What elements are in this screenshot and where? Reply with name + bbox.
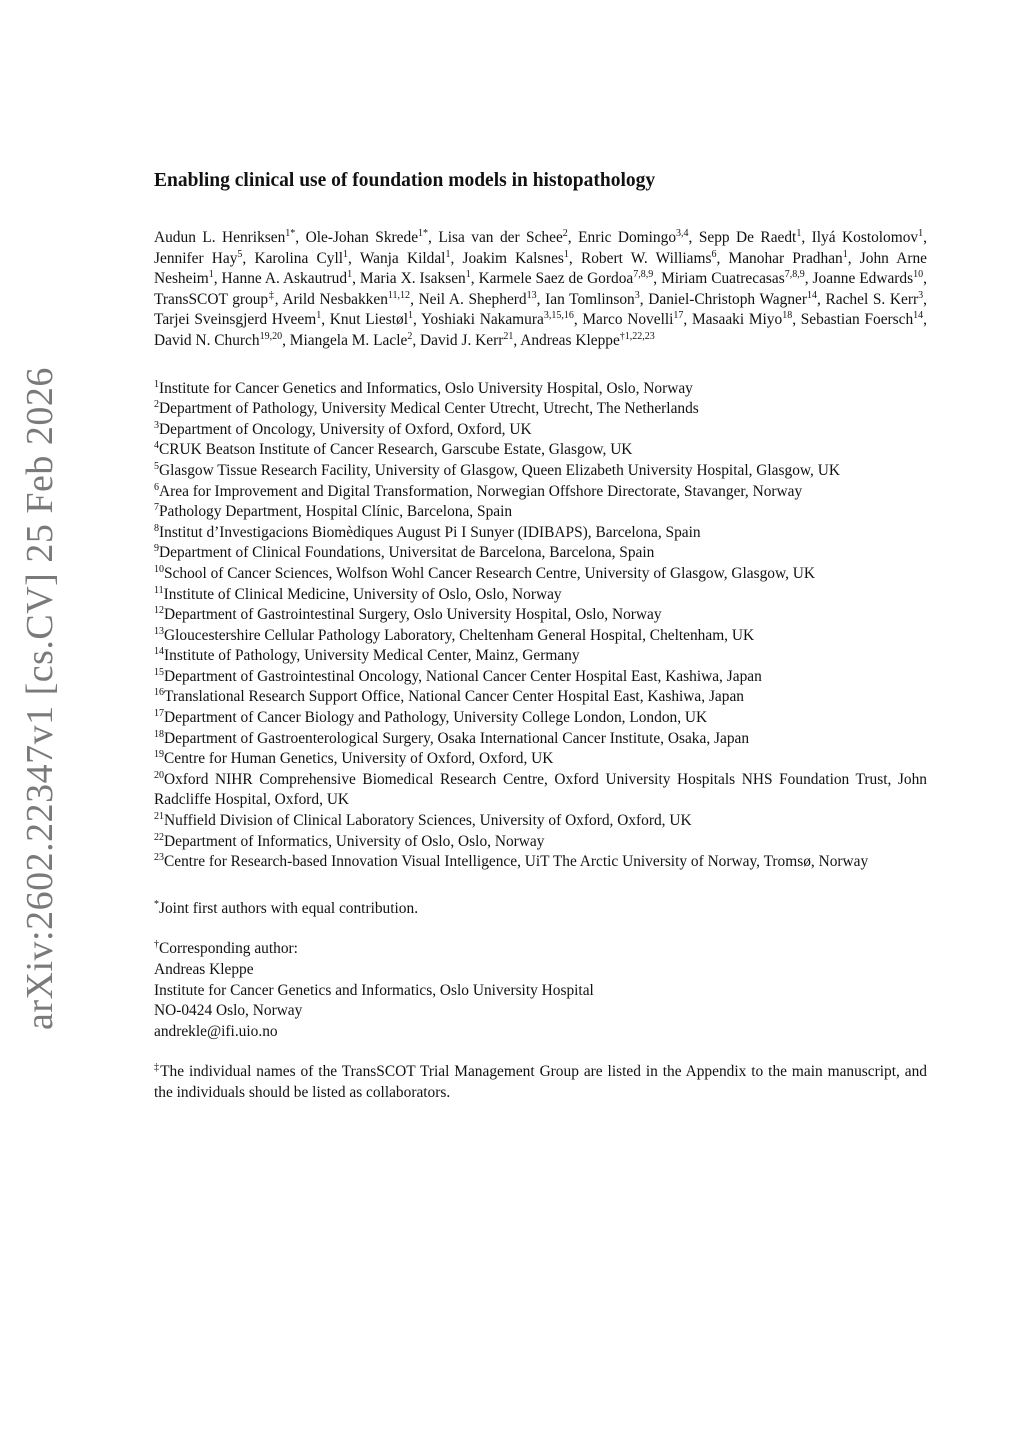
author-affiliation-marks: 1 — [918, 227, 924, 239]
author-name: Enric Domingo — [578, 229, 677, 246]
affiliation-text: Department of Gastrointestinal Surgery, Oslo University Hospital, Oslo, Norway — [164, 606, 662, 624]
author-affiliation-marks: 14 — [806, 289, 817, 301]
affiliation — [154, 852, 927, 873]
affiliation-number: 2 — [154, 399, 159, 411]
author-name: Sebastian Foersch — [800, 311, 914, 329]
arxiv-identifier-stamp: arXiv:2602.22347v1 [cs.CV] 25 Feb 2026 — [19, 367, 61, 1030]
affiliation-text: Nuffield Division of Clinical Laboratory Sciences, University of Oxford, Oxford, UK — [164, 812, 692, 830]
affiliation-text: Department of Clinical Foundations, Universitat de Barcelona, Barcelona, Spain — [159, 544, 655, 562]
author — [420, 332, 513, 349]
author-affiliation-marks: 1* — [418, 227, 429, 239]
author-name: Ilyá Kostolomov — [811, 229, 919, 246]
author-affiliation-marks: 1 — [796, 227, 802, 239]
author-name: Maria X. Isaksen — [359, 270, 466, 288]
corresponding-institution: Institute for Cancer Genetics and Informatics, Oslo University Hospital — [154, 981, 594, 999]
author-name: TransSCOT group — [154, 290, 269, 308]
author — [360, 250, 451, 267]
affiliation — [154, 729, 927, 750]
author — [154, 311, 321, 328]
affiliation — [154, 585, 927, 606]
paper-title: Enabling clinical use of foundation models in histopathology — [154, 170, 656, 191]
affiliation-number: 9 — [154, 543, 159, 555]
author-affiliation-marks: 2 — [562, 227, 568, 239]
affiliation — [154, 564, 927, 585]
affiliation-number: 16 — [154, 687, 164, 699]
affiliation-number: 11 — [154, 584, 164, 596]
author-name: David N. Church — [154, 331, 260, 349]
author-affiliation-marks: 11,12 — [387, 289, 411, 301]
affiliation-number: 6 — [154, 481, 159, 493]
affiliation — [154, 543, 927, 564]
author — [222, 270, 353, 287]
affiliation-number: 5 — [154, 460, 159, 472]
affiliation-text: Department of Cancer Biology and Pathology, University College London, London, UK — [164, 709, 708, 727]
affiliation-number: 8 — [154, 522, 159, 534]
affiliation-number: 18 — [154, 728, 164, 740]
affiliation-text: Oxford NIHR Comprehensive Biomedical Research Centre, Oxford University Hospitals NHS Foundation Trust, John Radcliffe Hospital, Oxford, UK — [154, 770, 927, 809]
affiliation — [154, 440, 927, 461]
affiliation — [154, 605, 927, 626]
corresponding-label: Corresponding author: — [159, 940, 298, 958]
author-affiliation-marks: 10 — [913, 269, 924, 281]
author — [648, 291, 817, 308]
affiliation-number: 15 — [154, 666, 164, 678]
paper-front-page — [154, 170, 927, 1124]
author-affiliation-marks: ‡ — [268, 289, 275, 301]
affiliation-text: Translational Research Support Office, National Cancer Center Hospital East, Kashiwa, Japan — [164, 688, 744, 706]
author-name: Hanne A. Askautrud — [221, 270, 348, 288]
author-name: Masaaki Miyo — [691, 311, 783, 329]
author-name: David J. Kerr — [420, 331, 504, 349]
author-affiliation-marks: 1 — [343, 248, 349, 260]
author — [154, 291, 275, 308]
author — [306, 229, 428, 246]
author-name: John Arne Nesheim — [154, 249, 927, 288]
affiliation-number: 3 — [154, 419, 159, 431]
author-name: Knut Liestøl — [329, 311, 408, 329]
note-mark: † — [154, 939, 159, 951]
affiliation-number: 13 — [154, 625, 164, 637]
affiliation — [154, 482, 927, 503]
author-affiliation-marks: 1 — [316, 310, 322, 322]
author-name: Ole-Johan Skrede — [305, 229, 419, 246]
affiliation-number: 17 — [154, 707, 164, 719]
affiliation-text: CRUK Beatson Institute of Cancer Research, Garscube Estate, Glasgow, UK — [159, 441, 633, 459]
affiliation-text: Institut d’Investigacions Biomèdiques August Pi I Sunyer (IDIBAPS), Barcelona, Spain — [159, 523, 701, 541]
author — [419, 291, 537, 308]
author-affiliation-marks: 1 — [208, 269, 214, 281]
transscot-group-note — [154, 1062, 927, 1103]
affiliation-text: Department of Oncology, University of Oxford, Oxford, UK — [159, 420, 532, 438]
author-affiliation-marks: 1 — [407, 310, 413, 322]
author-name: Joanne Edwards — [812, 270, 914, 288]
author — [463, 250, 569, 267]
author — [330, 311, 413, 328]
affiliation — [154, 523, 927, 544]
author-name: Karmele Saez de Gordoa — [478, 270, 634, 288]
affiliation-number: 20 — [154, 769, 164, 781]
author — [421, 311, 574, 328]
author — [581, 250, 717, 267]
author-affiliation-marks: 2 — [407, 330, 413, 342]
author-name: Tarjei Sveinsgjerd Hveem — [154, 311, 317, 329]
author-affiliation-marks: 1 — [445, 248, 451, 260]
author-name: Daniel-Christoph Wagner — [648, 290, 807, 308]
author — [154, 250, 242, 267]
author-affiliation-marks: 3,4 — [676, 227, 689, 239]
affiliation — [154, 502, 927, 523]
author-name: Jennifer Hay — [154, 249, 238, 267]
affiliation — [154, 626, 927, 647]
affiliation — [154, 667, 927, 688]
affiliation — [154, 399, 927, 420]
affiliation-number: 14 — [154, 646, 164, 658]
author-name: Manohar Pradhan — [728, 249, 843, 267]
author — [582, 311, 683, 328]
affiliation-text: Department of Pathology, University Medical Center Utrecht, Utrecht, The Netherlands — [159, 400, 699, 418]
joint-first-authors-note — [154, 899, 927, 920]
affiliation-text: Pathology Department, Hospital Clínic, Barcelona, Spain — [159, 503, 513, 521]
affiliation-number: 4 — [154, 440, 159, 452]
affiliation — [154, 420, 927, 441]
affiliation — [154, 749, 927, 770]
affiliation-number: 21 — [154, 810, 164, 822]
author — [801, 311, 923, 328]
author-name: Yoshiaki Nakamura — [420, 311, 544, 329]
author-name: Lisa van der Schee — [438, 229, 563, 246]
affiliation-text: Centre for Research-based Innovation Visual Intelligence, UiT The Arctic University of Norway, Tromsø, Norway — [164, 853, 869, 871]
author-affiliation-marks: 17 — [673, 310, 684, 322]
author — [282, 291, 410, 308]
author-affiliation-marks: 6 — [711, 248, 717, 260]
author — [520, 332, 655, 349]
author-affiliation-marks: 13 — [526, 289, 537, 301]
affiliation-text: Institute of Clinical Medicine, University of Oslo, Oslo, Norway — [163, 585, 562, 603]
author — [254, 250, 348, 267]
author-name: Karolina Cyll — [254, 249, 344, 267]
author-name: Neil A. Shepherd — [418, 290, 527, 308]
affiliation-number: 23 — [154, 852, 164, 864]
author — [290, 332, 413, 349]
author — [479, 270, 654, 287]
affiliation-text: Glasgow Tissue Research Facility, University of Glasgow, Queen Elizabeth University Hospital, Glasgow, UK — [159, 461, 840, 479]
affiliation-text: Centre for Human Genetics, University of Oxford, Oxford, UK — [164, 750, 554, 768]
affiliation-number: 19 — [154, 749, 164, 761]
author-affiliation-marks: 3,15,16 — [543, 310, 574, 322]
author — [813, 270, 924, 287]
author — [578, 229, 688, 246]
author-affiliation-marks: †1,22,23 — [619, 330, 655, 342]
affiliation — [154, 811, 927, 832]
author-affiliation-marks: 1* — [285, 227, 296, 239]
author-name: Marco Novelli — [582, 311, 674, 329]
author-name: Andreas Kleppe — [520, 331, 620, 349]
author-affiliation-marks: 7,8,9 — [784, 269, 805, 281]
author-name: Miriam Cuatrecasas — [661, 270, 785, 288]
author-affiliation-marks: 1 — [563, 248, 569, 260]
author — [545, 291, 640, 308]
affiliation-number: 7 — [154, 502, 159, 513]
author-affiliation-marks: 1 — [347, 269, 353, 281]
affiliation-text: Department of Gastroenterological Surgery, Osaka International Cancer Institute, Osaka, Japan — [164, 729, 750, 747]
author — [812, 229, 923, 246]
author — [154, 229, 295, 246]
author-affiliation-marks: 18 — [782, 310, 793, 322]
note-mark: * — [154, 898, 159, 910]
author — [661, 270, 805, 287]
author-list: Audun L. Henriksen$^{1*}$, Ole-Johan Skrede$^{1*}$, Lisa van der Schee$^2$, Enric Domingo$^{3,4}$, Sepp De Raedt$^1$, Ilyá Kostolomov$^1$, Jennifer Hay$^5$, Karolina Cyll$^1$, Wanja Kildal$^1$, Joakim Kalsnes$^1$, Robert W. Williams$^6$, Manohar Pradhan$^1$, John Arne Nesheim$^1$, Hanne A. Askautrud$^1$, Maria X. Isaksen$^1$, Karmele Saez de Gordoa$^{7,8,9}$, Miriam Cuatrecasas$^{7,8,9}$, Joanne Edwards$^{10}$, TransSCOT group‡, Arild Nesbakken$^{11,12}$, Neil A. Shepherd$^{13}$, Ian Tomlinson$^3$, Daniel-Christoph Wagner$^{14}$, Rachel S. Kerr$^3$, Tarjei Sveinsgjerd Hveem$^1$, Knut Liestøl$^1$, Yoshiaki Nakamura$^{3,15,16}$, Marco Novelli$^{17}$, Masaaki Miyo$^{18}$, Sebastian Foersch$^{14}$, David N. Church$^{19,20}$, Miangela M. Lacle$^2$, David J. Kerr$^{21}$, Andreas Kleppe$^{\dagger 1,22,23}$ — [154, 227, 928, 349]
author-affiliation-marks: 3 — [634, 289, 640, 301]
author-name: Miangela M. Lacle — [289, 331, 408, 349]
author-affiliation-marks: 3 — [918, 289, 924, 301]
affiliation-text: School of Cancer Sciences, Wolfson Wohl Cancer Research Centre, University of Glasgow, Glasgow, UK — [164, 564, 816, 582]
affiliation-list — [154, 379, 927, 873]
corresponding-name: Andreas Kleppe — [154, 961, 254, 978]
affiliation-text: Institute of Pathology, University Medical Center, Mainz, Germany — [164, 647, 580, 665]
author — [360, 270, 471, 287]
author-name: Robert W. Williams — [580, 249, 712, 267]
author-affiliation-marks: 1 — [842, 248, 848, 260]
note-mark: ‡ — [154, 1062, 161, 1074]
affiliation-text: Gloucestershire Cellular Pathology Laboratory, Cheltenham General Hospital, Cheltenham, UK — [164, 626, 755, 644]
author — [699, 229, 802, 246]
affiliation-number: 10 — [154, 563, 164, 575]
affiliation-text: Department of Gastrointestinal Oncology, National Cancer Center Hospital East, Kashiwa, Japan — [164, 667, 762, 685]
author — [154, 332, 282, 349]
author-name: Wanja Kildal — [359, 249, 446, 267]
affiliation — [154, 379, 927, 400]
note-text: Joint first authors with equal contribution. — [159, 899, 419, 917]
affiliation-number: 22 — [154, 831, 164, 843]
affiliation-text: Area for Improvement and Digital Transformation, Norwegian Offshore Directorate, Stavanger, Norway — [159, 482, 803, 500]
note-text: The individual names of the TransSCOT Trial Management Group are listed in the Appendix to the main manuscript, and the individuals should be listed as collaborators. — [154, 1063, 928, 1101]
affiliation — [154, 461, 927, 482]
affiliation — [154, 646, 927, 667]
author-affiliation-marks: 14 — [913, 310, 924, 322]
author-name: Sepp De Raedt — [698, 229, 797, 246]
author-affiliation-marks: 5 — [237, 248, 243, 260]
affiliation-number: 1 — [154, 378, 159, 390]
corresponding-label-line — [154, 939, 927, 960]
author-affiliation-marks: 7,8,9 — [633, 269, 654, 281]
author-affiliation-marks: 21 — [503, 330, 514, 342]
affiliation — [154, 687, 927, 708]
author — [729, 250, 848, 267]
author-name: Rachel S. Kerr — [825, 290, 919, 308]
author-affiliation-marks: 1 — [465, 269, 471, 281]
author-name: Audun L. Henriksen — [154, 229, 286, 246]
author — [825, 291, 923, 308]
affiliation-text: Institute for Cancer Genetics and Informatics, Oslo University Hospital, Oslo, Norway — [159, 379, 693, 397]
affiliation-text: Department of Informatics, University of Oslo, Oslo, Norway — [164, 832, 545, 850]
affiliation-number: 12 — [154, 604, 164, 616]
author-name: Arild Nesbakken — [282, 290, 388, 308]
author-name: Joakim Kalsnes — [462, 249, 564, 267]
affiliation — [154, 708, 927, 729]
author-affiliation-marks: 19,20 — [259, 330, 283, 342]
author — [692, 311, 792, 328]
author-name: Ian Tomlinson — [545, 290, 635, 308]
author — [438, 229, 567, 246]
corresponding-address: NO-0424 Oslo, Norway — [154, 1002, 303, 1020]
affiliation — [154, 770, 927, 811]
corresponding-author-block — [154, 939, 927, 1042]
corresponding-email[interactable]: andrekle@ifi.uio.no — [154, 1022, 278, 1040]
affiliation — [154, 832, 927, 853]
